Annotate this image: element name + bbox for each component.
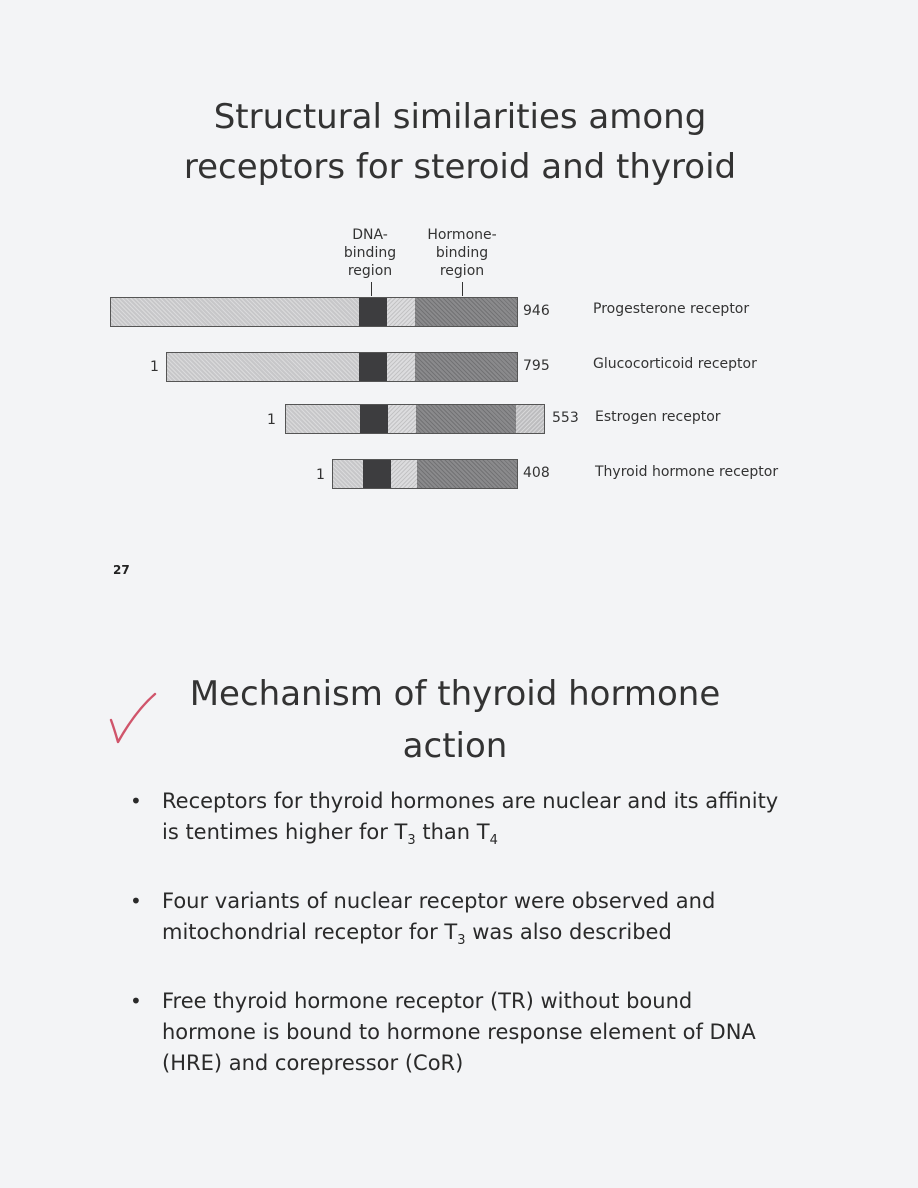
hinge-segment: [391, 460, 417, 488]
dna-binding-segment: [359, 298, 387, 326]
receptor-bar-progesterone: [110, 297, 518, 327]
n-terminal-segment: [333, 460, 363, 488]
dna-binding-segment: [360, 405, 388, 433]
hormone-binding-segment: [416, 405, 516, 433]
list-item: • Receptors for thyroid hormones are nuclear and its affinity is tentimes higher for $T_3$ than $T_4$: [130, 786, 790, 848]
glucocorticoid-end-number: 795: [523, 358, 550, 374]
glucocorticoid-receptor-label: Glucocorticoid receptor: [593, 356, 757, 372]
title-line-1: Structural similarities among: [213, 97, 707, 137]
hormone-region-tick: [462, 282, 463, 296]
slide-title-mechanism: [150, 668, 760, 772]
bullet-list: [130, 786, 790, 1079]
slide-title-structural: [120, 92, 800, 192]
hormone-binding-segment: [415, 298, 518, 326]
n-terminal-segment: [111, 298, 359, 326]
estrogen-start-number: 1: [267, 412, 276, 428]
hinge-segment: [387, 353, 415, 381]
dna-region-tick: [371, 282, 372, 296]
hormone-binding-segment: [415, 353, 518, 381]
hinge-segment: [387, 298, 415, 326]
dna-binding-segment: [359, 353, 387, 381]
receptor-bar-thyroid: [332, 459, 518, 489]
progesterone-end-number: 946: [523, 303, 550, 319]
hormone-binding-label: Hormone- binding region: [427, 227, 497, 279]
title-line-1: Mechanism of thyroid hormone: [189, 674, 721, 714]
progesterone-receptor-label: Progesterone receptor: [593, 301, 750, 317]
bullet-icon: •: [130, 889, 142, 913]
dna-binding-segment: [363, 460, 391, 488]
page-number: 27: [113, 563, 130, 577]
title-line-2: receptors for steroid and thyroid: [183, 147, 737, 187]
thyroid-receptor-label: Thyroid hormone receptor: [595, 464, 779, 480]
estrogen-receptor-label: Estrogen receptor: [595, 409, 721, 425]
list-item: • Free thyroid hormone receptor (TR) without bound hormone is bound to hormone response element of DNA (HRE) and corepressor (CoR): [130, 986, 790, 1079]
bullet-icon: •: [130, 989, 142, 1013]
hormone-binding-segment: [417, 460, 518, 488]
estrogen-end-number: 553: [552, 410, 579, 426]
list-item: • Four variants of nuclear receptor were observed and mitochondrial receptor for $T_3$ was also described: [130, 886, 790, 948]
receptor-bar-estrogen: [285, 404, 545, 434]
title-line-2: action: [402, 726, 508, 766]
hinge-segment: [388, 405, 416, 433]
c-terminal-segment: [516, 405, 545, 433]
glucocorticoid-start-number: 1: [150, 359, 159, 375]
bullet-icon: •: [130, 789, 142, 813]
receptor-bar-glucocorticoid: [166, 352, 518, 382]
n-terminal-segment: [167, 353, 359, 381]
n-terminal-segment: [286, 405, 360, 433]
thyroid-end-number: 408: [523, 465, 550, 481]
thyroid-start-number: 1: [316, 467, 325, 483]
dna-binding-label: DNA- binding region: [343, 227, 397, 279]
